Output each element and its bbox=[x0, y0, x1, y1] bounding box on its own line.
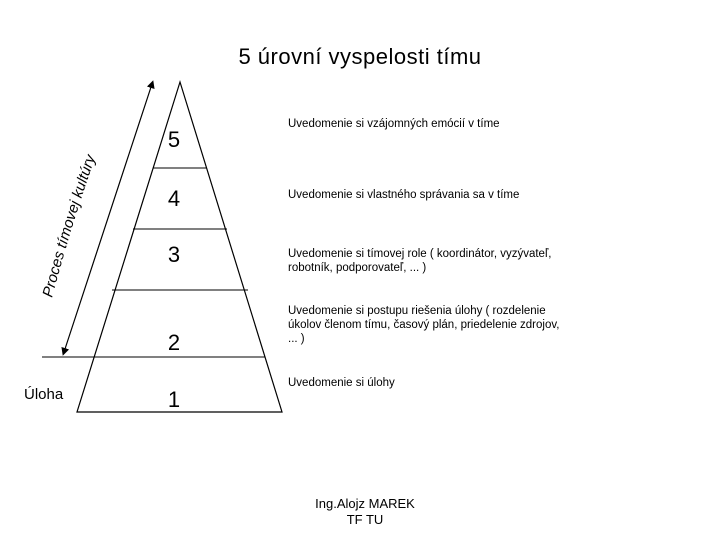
footer-org: TF TU bbox=[346, 512, 384, 527]
level-number-2: 2 bbox=[167, 330, 181, 355]
level-description-1: Uvedomenie si úlohy bbox=[288, 377, 395, 389]
level-number-4: 4 bbox=[167, 186, 181, 211]
level-description-3: Uvedomenie si tímovej role ( koordinátor, vyzývateľ, robotník, podporovateľ, ... ) bbox=[288, 248, 552, 274]
level-description-5: Uvedomenie si vzájomných emócií v tíme bbox=[288, 118, 500, 130]
level-description-4: Uvedomenie si vlastného správania sa v tíme bbox=[288, 189, 520, 201]
process-label bbox=[39, 151, 99, 299]
level-description-2: Uvedomenie si postupu riešenia úlohy ( rozdelenie úkolov členom tímu, časový plán, priedelenie zdrojov, ... ) bbox=[288, 305, 560, 345]
level-number-5: 5 bbox=[167, 127, 181, 152]
level-number-1: 1 bbox=[167, 387, 181, 412]
footer-author: Ing.Alojz MAREK bbox=[315, 496, 415, 511]
diagram-title: 5 úrovní vyspelosti tímu bbox=[238, 44, 482, 69]
task-label: Úloha bbox=[24, 386, 64, 403]
level-number-3: 3 bbox=[167, 242, 181, 267]
process-label-path: Proces tímovej kultúry bbox=[39, 152, 100, 299]
footer bbox=[290, 496, 440, 528]
